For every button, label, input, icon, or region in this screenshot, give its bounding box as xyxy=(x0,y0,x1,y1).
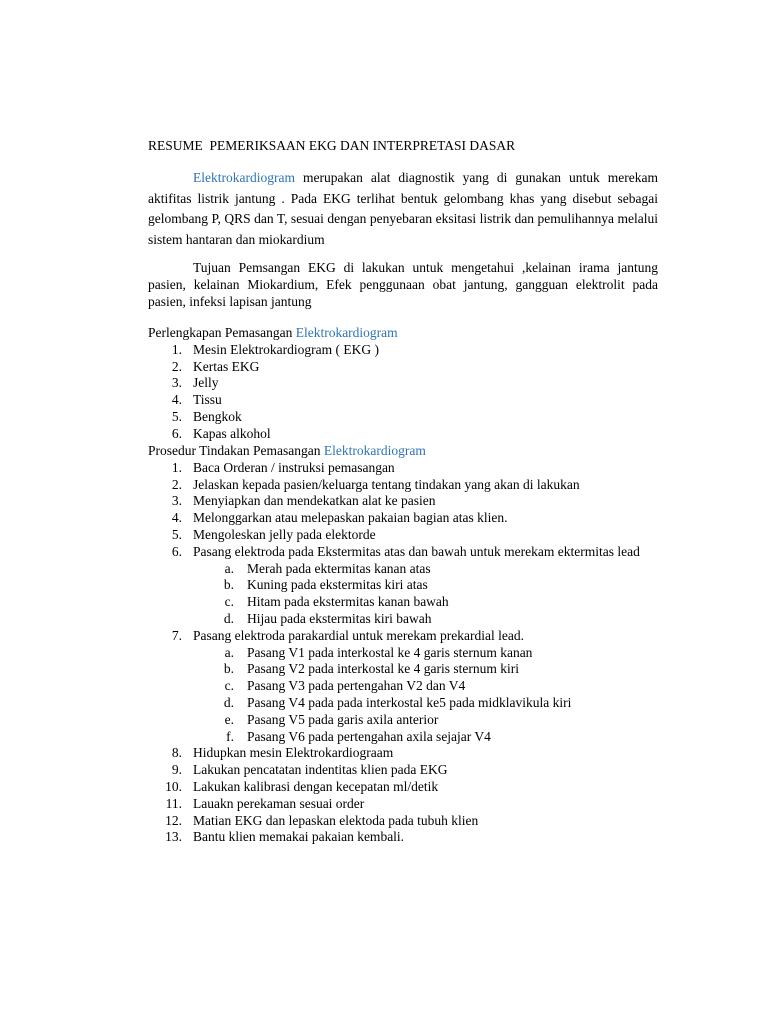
sub-list xyxy=(148,561,668,628)
list-item xyxy=(148,375,668,392)
purpose-paragraph-text: Tujuan Pemsangan EKG di lakukan untuk mengetahui ,kelainan irama jantung pasien, kelainan Miokardium, Efek penggunaan obat jantung, gangguan elektrolit pada pasien, infeksi lapisan jantung xyxy=(148,260,658,309)
list-item-number: 11. xyxy=(165,795,182,811)
equipment-list xyxy=(148,342,668,443)
sub-list-item xyxy=(148,645,668,662)
list-item-text: Pasang elektroda pada Ekstermitas atas dan bawah untuk merekam ektermitas lead xyxy=(193,543,640,559)
sub-list-item-letter: b. xyxy=(223,661,234,677)
sub-list-item xyxy=(148,577,668,594)
sub-list-item-letter: b. xyxy=(223,577,234,593)
sub-list-item xyxy=(148,729,668,746)
procedure-heading xyxy=(148,443,668,460)
list-item-number: 6. xyxy=(171,425,182,441)
sub-list-item xyxy=(148,561,668,578)
sub-list-item-text: Pasang V3 pada pertengahan V2 dan V4 xyxy=(247,678,466,694)
sub-list-item-text: Pasang V6 pada pertengahan axila sejajar V4 xyxy=(247,728,491,744)
list-item-text: Jelaskan kepada pasien/keluarga tentang tindakan yang akan di lakukan xyxy=(193,476,580,492)
list-item-number: 1. xyxy=(171,341,182,357)
list-item-text: Jelly xyxy=(193,375,219,391)
procedure-heading-text: Prosedur Tindakan Pemasangan xyxy=(148,443,324,458)
sub-list-item-text: Pasang V5 pada garis axila anterior xyxy=(247,711,439,727)
list-item xyxy=(148,628,668,746)
list-item-text: Tissu xyxy=(193,392,222,408)
list-item-text: Matian EKG dan lepaskan elektoda pada tubuh klien xyxy=(193,812,479,828)
list-item xyxy=(148,829,668,846)
list-item xyxy=(148,359,668,376)
list-item xyxy=(148,510,668,527)
sub-list-item-text: Merah pada ektermitas kanan atas xyxy=(247,560,431,576)
list-item-text: Lakukan kalibrasi dengan kecepatan ml/detik xyxy=(193,778,439,794)
list-item-number: 2. xyxy=(171,358,182,374)
list-item-number: 9. xyxy=(171,762,182,778)
sub-list xyxy=(148,645,668,746)
list-item-text: Baca Orderan / instruksi pemasangan xyxy=(193,459,395,475)
list-item-number: 13. xyxy=(165,829,182,845)
list-item xyxy=(148,426,668,443)
list-item xyxy=(148,342,668,359)
sub-list-item-letter: a. xyxy=(224,560,234,576)
sub-list-item xyxy=(148,695,668,712)
list-item-number: 8. xyxy=(171,745,182,761)
sub-list-item-letter: d. xyxy=(223,694,234,710)
list-item-number: 5. xyxy=(171,408,182,424)
list-item-text: Menyiapkan dan mendekatkan alat ke pasien xyxy=(193,493,436,509)
procedure-section xyxy=(148,443,668,846)
list-item xyxy=(148,493,668,510)
list-item xyxy=(148,409,668,426)
list-item-number: 4. xyxy=(171,510,182,526)
list-item-text: Bengkok xyxy=(193,408,242,424)
list-item-number: 1. xyxy=(171,459,182,475)
list-item xyxy=(148,392,668,409)
list-item-text: Bantu klien memakai pakaian kembali. xyxy=(193,829,405,845)
list-item-text: Pasang elektroda parakardial untuk merekam prekardial lead. xyxy=(193,627,524,643)
list-item-text: Lakukan pencatatan indentitas klien pada EKG xyxy=(193,762,448,778)
sub-list-item-text: Pasang V1 pada interkostal ke 4 garis sternum kanan xyxy=(247,644,533,660)
procedure-list xyxy=(148,460,668,846)
equipment-section xyxy=(148,325,668,443)
list-item-number: 10. xyxy=(165,778,182,794)
list-item xyxy=(148,477,668,494)
elektrokardiogram-link[interactable]: Elektrokardiogram xyxy=(193,170,295,185)
sub-list-item xyxy=(148,712,668,729)
list-item-text: Mengoleskan jelly pada elektorde xyxy=(193,526,376,542)
intro-paragraph xyxy=(148,168,658,250)
list-item-text: Kapas alkohol xyxy=(193,425,271,441)
list-item xyxy=(148,796,668,813)
page-title: RESUME PEMERIKSAAN EKG DAN INTERPRETASI DASAR xyxy=(148,138,516,153)
list-item-number: 5. xyxy=(171,526,182,542)
sub-list-item-text: Pasang V2 pada interkostal ke 4 garis sternum kiri xyxy=(247,661,519,677)
sub-list-item-letter: c. xyxy=(224,594,234,610)
list-item xyxy=(148,460,668,477)
list-item xyxy=(148,813,668,830)
list-item-number: 3. xyxy=(171,493,182,509)
equipment-heading-text: Perlengkapan Pemasangan xyxy=(148,325,296,340)
sub-list-item-text: Hitam pada ekstermitas kanan bawah xyxy=(247,594,449,610)
list-item-number: 6. xyxy=(171,543,182,559)
sub-list-item-letter: a. xyxy=(224,644,234,660)
list-item-text: Melonggarkan atau melepaskan pakaian bagian atas klien. xyxy=(193,510,508,526)
list-item-text: Lauakn perekaman sesuai order xyxy=(193,795,365,811)
sub-list-item xyxy=(148,611,668,628)
list-item-number: 7. xyxy=(171,627,182,643)
list-item xyxy=(148,762,668,779)
sub-list-item xyxy=(148,661,668,678)
list-item-text: Hidupkan mesin Elektrokardiograam xyxy=(193,745,394,761)
sub-list-item xyxy=(148,678,668,695)
list-item xyxy=(148,745,668,762)
list-item xyxy=(148,544,668,628)
list-item-number: 3. xyxy=(171,375,182,391)
procedure-heading-link[interactable]: Elektrokardiogram xyxy=(323,443,426,458)
list-item-number: 4. xyxy=(171,392,182,408)
list-item-text: Kertas EKG xyxy=(193,358,260,374)
sub-list-item-letter: d. xyxy=(223,610,234,626)
sub-list-item-text: Hijau pada ekstermitas kiri bawah xyxy=(247,610,432,626)
equipment-heading-link[interactable]: Elektrokardiogram xyxy=(295,325,398,340)
sub-list-item-letter: e. xyxy=(224,711,234,727)
sub-list-item-letter: f. xyxy=(226,728,234,744)
list-item xyxy=(148,527,668,544)
sub-list-item-text: Kuning pada ekstermitas kiri atas xyxy=(247,577,428,593)
sub-list-item xyxy=(148,594,668,611)
list-item-number: 12. xyxy=(165,812,182,828)
sub-list-item-text: Pasang V4 pada pada interkostal ke5 pada midklavikula kiri xyxy=(247,694,572,710)
sub-list-item-letter: c. xyxy=(224,678,234,694)
purpose-paragraph xyxy=(148,259,658,310)
intro-paragraph-text: merupakan alat diagnostik yang di gunakan untuk merekam aktifitas listrik jantung . Pada EKG terlihat bentuk gelombang khas yang disebut sebagai gelombang P, QRS dan T, sesuai dengan penyebaran eksitasi listrik dan pemulihannya melalui sistem hantaran dan miokardium xyxy=(148,170,658,247)
list-item xyxy=(148,779,668,796)
equipment-heading xyxy=(148,325,668,342)
list-item-text: Mesin Elektrokardiogram ( EKG ) xyxy=(193,341,379,357)
list-item-number: 2. xyxy=(171,476,182,492)
